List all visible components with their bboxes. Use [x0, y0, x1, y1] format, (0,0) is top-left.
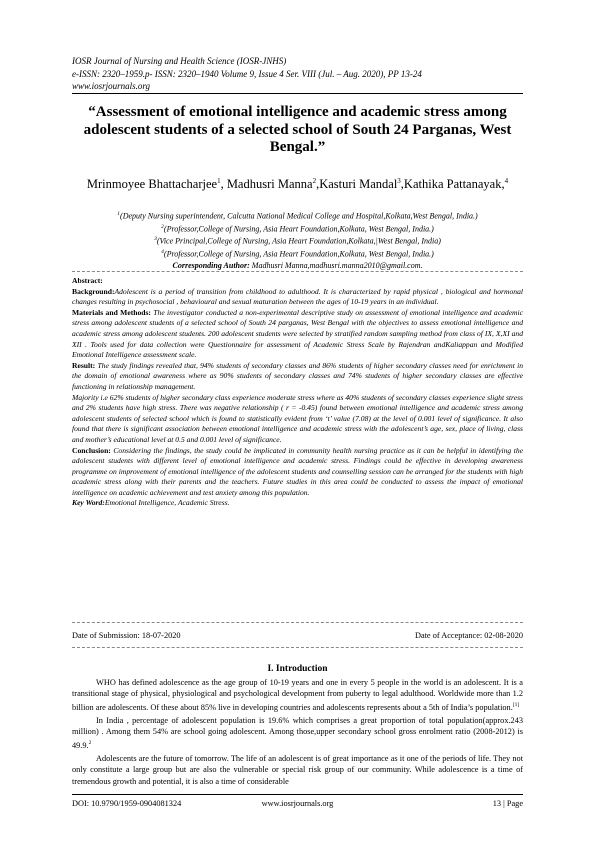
result-label: Result: — [72, 360, 96, 370]
author-sup: 3 — [397, 177, 401, 185]
footer-doi: DOI: 10.9790/1959-0904081324 — [72, 799, 182, 808]
affiliation-list — [72, 209, 523, 271]
affiliation-text: (Professor,College of Nursing, Asia Heart Foundation,Kolkata, West Bengal, India.) — [163, 249, 434, 259]
author-sup: 4 — [504, 177, 509, 185]
footer-rule — [72, 794, 523, 795]
affiliation-sup: 1 — [117, 211, 121, 217]
dates-top-rule — [72, 622, 523, 623]
author-name: , Madhusri Manna — [220, 177, 313, 192]
paragraph-text: Adolescents are the future of tomorrow. The life of an adolescent is of great importance as it one of the periods of life. They not only constitute a large group but are also the vulnerable or special risk group of our community. While adolescence is a time of tremendous growth and potential, it is also a time of considerable — [72, 753, 523, 786]
affiliation — [72, 234, 523, 247]
footer-website[interactable]: www.iosrjournals.org — [261, 799, 334, 808]
background-label: Background: — [72, 286, 115, 296]
submission-date: Date of Submission: 18-07-2020 — [72, 631, 181, 640]
citation-sup: 2 — [88, 739, 92, 746]
affiliation — [72, 247, 523, 260]
affiliation-sup: 3 — [154, 236, 157, 243]
keywords-text: Emotional Intelligence, Academic Stress. — [104, 498, 230, 508]
section-heading: I. Introduction — [267, 664, 328, 674]
paragraph-text: In India , percentage of adolescent population is 19.6% which comprises a great proportion of total population(approx.243 million) . Among them 54% are school going adolescent. Among those,upper secondary school gross enrolment ratio (2008-2012) is 49.9. — [72, 715, 523, 750]
author-name: Mrinmoyee Bhattacharjee — [86, 177, 218, 192]
corresponding-author — [72, 260, 523, 271]
introduction-body — [72, 677, 523, 789]
conclusion-label: Conclusion: — [72, 445, 111, 455]
corresponding-text: Madhusri Manna,madhusri.manna2010@gmail.com. — [249, 260, 423, 270]
citation-sup: [1] — [512, 701, 520, 708]
background-text: Adolescent is a period of transition from childhood to adulthood. It is characterized by rapid physical , biological and hormonal changes resulting in psychosocial , behavioural and sexual maturation between the ages of 10-19 years in an individual. — [72, 286, 523, 307]
affiliation-sup: 2 — [161, 223, 164, 230]
dates-row — [72, 631, 523, 643]
footer-page-number: 13 | Page — [492, 799, 523, 808]
abstract-heading: Abstract: — [72, 276, 103, 285]
abstract-top-rule — [72, 271, 523, 272]
paragraph — [72, 753, 523, 787]
author-sup: 1 — [217, 177, 221, 185]
keywords-label: Key Word: — [72, 498, 105, 508]
acceptance-date: Date of Acceptance: 02-08-2020 — [414, 631, 523, 640]
author-name: ,Kathika Pattanayak, — [400, 177, 505, 192]
author-name: ,Kasturi Mandal — [316, 177, 398, 192]
paragraph — [72, 715, 523, 751]
affiliation-text: (Vice Principal,College of Nursing, Asia Heart Foundation,Kolkata,|West Bengal, India) — [156, 236, 441, 246]
result-text: The study findings revealed that, 94% students of secondary classes and 86% students of higher secondary classes need for enrichment in the domain of emotional awareness where as 90% students of secondary classes and 74% students of higher secondary classes are effective functioning in relationship management. — [72, 360, 523, 391]
methods-label: Materials and Methods: — [72, 307, 151, 317]
paragraph-text: WHO has defined adolescence as the age group of 10-19 years and one in every 5 people in the world is an adolescent. It is a transitional stage of physical, physiological and psychological development from puberty to legal adulthood. Worldwide more than 1.2 billion are adolescents. Of these about 85% live in developing countries and adolescents represents about a 5th of India’s population. — [72, 678, 523, 712]
journal-issn: e-ISSN: 2320–1959.p- ISSN: 2320–1940 Volume 9, Issue 4 Ser. VIII (Jul. – Aug. 2020), PP 13-24 — [72, 68, 422, 79]
affiliation-text: (Deputy Nursing superintendent, Calcutta National Medical College and Hospital,Kolkata,West Bengal, India.) — [120, 211, 478, 221]
journal-header — [72, 55, 532, 93]
result-text-2: Majority i.e 62% students of higher secondary class experience moderate stress where as 40% students of secondary classes experience slight stress and 2% students have high stress. There was negative relationship ( r = -0.45) found between emotional intelligence and academic stress among adolescent students of selected school which is found to statistically evident from ‘t’ value (7.08) at the level of 0.001 level of significance. It also found that there is significant association between emotional intelligence and academic stress with the adolescent’s age, sex, place of living, class and mother’s educational level at 0.5 and 0.001 level of significance. — [72, 392, 523, 444]
abstract-block — [72, 276, 523, 509]
author-sup: 2 — [312, 177, 317, 185]
conclusion-text: Considering the findings, the study could be implicated in community health nursing practice as it can be helpful in identifying the adolescent students with different level of emotional intelligence and academic stress. Findings could be effective in developing awareness programme on improvement of emotional intelligence of the adolescent students and counselling session can be arranged for the students with high academic stress along with their parents and the teachers. Future studies in this area could be conducted to assess the impact of emotional intelligence on academic achievement and test anxiety among this population. — [72, 445, 523, 497]
journal-website[interactable]: www.iosrjournals.org — [72, 81, 151, 91]
paragraph — [72, 677, 523, 713]
affiliation-text: (Professor,College of Nursing, Asia Heart Foundation,Kolkata, West Bengal, India.) — [163, 224, 434, 234]
corresponding-label: Corresponding Author: — [172, 260, 250, 270]
affiliation — [72, 209, 523, 222]
page-footer — [72, 799, 523, 811]
dates-bottom-rule — [72, 647, 523, 648]
affiliation — [72, 222, 523, 235]
affiliation-sup: 4 — [161, 248, 164, 255]
methods-text: The investigator conducted a non-experimental descriptive study on assessment of emotional intelligence and academic stress among adolescent students of a selected school of South 24 parganas, West Bengal with the objectives to assess emotional intelligence and academic stress among adolescent students. 200 adolescent students were selected by stratified random sampling method from class of IX, X,XI and XII . Tools used for data collection were Questionnaire for assessment of Academic Stress Scale by Rajendran andKaliappan and Modified Emotional Intelligence assessment scale. — [72, 307, 523, 360]
author-list — [82, 173, 513, 193]
paper-title: “Assessment of emotional intelligence and academic stress among adolescent students of a selected school of South 24 Parganas, West Bengal.” — [83, 104, 512, 155]
header-rule — [72, 93, 523, 94]
journal-name: IOSR Journal of Nursing and Health Science (IOSR-JNHS) — [72, 56, 287, 66]
